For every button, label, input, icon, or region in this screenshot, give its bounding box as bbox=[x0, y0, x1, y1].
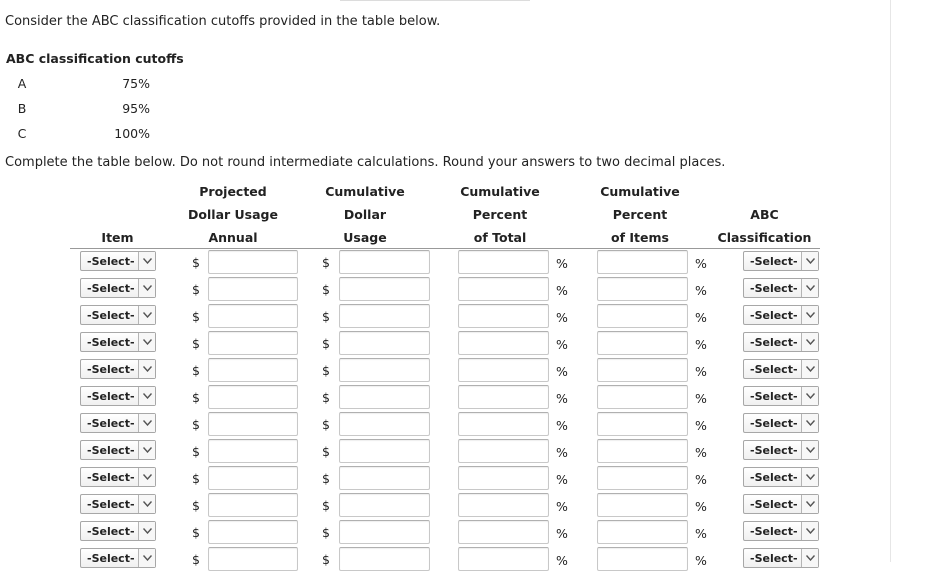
percent-sign: % bbox=[695, 391, 707, 406]
dollar-sign: $ bbox=[322, 282, 330, 297]
cutoff-class: C bbox=[17, 126, 27, 141]
dollar-sign: $ bbox=[322, 525, 330, 540]
cutoff-value: 75% bbox=[122, 76, 150, 91]
dollar-sign: $ bbox=[322, 444, 330, 459]
cumulative-percent-items-input[interactable] bbox=[597, 547, 688, 571]
classification-select-value: -Select- bbox=[750, 282, 798, 295]
cumulative-percent-items-input[interactable] bbox=[597, 304, 688, 328]
dollar-sign: $ bbox=[192, 309, 200, 324]
chevron-down-icon[interactable] bbox=[801, 306, 818, 324]
classification-select[interactable] bbox=[743, 413, 819, 433]
header-cumulative-percent-total bbox=[450, 180, 550, 249]
chevron-down-icon[interactable] bbox=[801, 360, 818, 378]
header-divider bbox=[70, 248, 820, 249]
item-select[interactable] bbox=[80, 251, 156, 271]
chevron-down-icon[interactable] bbox=[138, 333, 155, 351]
chevron-down-icon[interactable] bbox=[138, 306, 155, 324]
item-select[interactable] bbox=[80, 359, 156, 379]
dollar-sign: $ bbox=[192, 336, 200, 351]
header-line: Dollar Usage bbox=[188, 207, 278, 222]
header-line: of Total bbox=[473, 230, 527, 245]
classification-select-value: -Select- bbox=[750, 309, 798, 322]
dollar-sign: $ bbox=[192, 363, 200, 378]
chevron-down-icon[interactable] bbox=[138, 279, 155, 297]
header-line: Annual bbox=[208, 230, 258, 245]
classification-select[interactable] bbox=[743, 332, 819, 352]
classification-select[interactable] bbox=[743, 494, 819, 514]
dollar-sign: $ bbox=[192, 552, 200, 567]
annual-usage-input[interactable] bbox=[208, 493, 298, 517]
percent-sign: % bbox=[556, 418, 568, 433]
header-line: Percent bbox=[472, 207, 528, 222]
chevron-down-icon[interactable] bbox=[138, 468, 155, 486]
dollar-sign: $ bbox=[322, 417, 330, 432]
annual-usage-input[interactable] bbox=[208, 466, 298, 490]
percent-sign: % bbox=[695, 256, 707, 271]
dollar-sign: $ bbox=[322, 363, 330, 378]
classification-select[interactable] bbox=[743, 467, 819, 487]
cumulative-percent-items-input[interactable] bbox=[597, 331, 688, 355]
percent-sign: % bbox=[556, 283, 568, 298]
percent-sign: % bbox=[556, 472, 568, 487]
annual-usage-input[interactable] bbox=[208, 250, 298, 274]
percent-sign: % bbox=[695, 337, 707, 352]
cumulative-percent-items-input[interactable] bbox=[597, 439, 688, 463]
item-select[interactable] bbox=[80, 305, 156, 325]
annual-usage-input[interactable] bbox=[208, 520, 298, 544]
cutoff-class: B bbox=[17, 101, 27, 116]
cutoff-class: A bbox=[17, 76, 27, 91]
classification-select-value: -Select- bbox=[750, 336, 798, 349]
header-line: ABC bbox=[750, 207, 779, 222]
item-select-value: -Select- bbox=[87, 255, 135, 268]
item-select-value: -Select- bbox=[87, 525, 135, 538]
table-row bbox=[0, 331, 934, 358]
item-select-value: -Select- bbox=[87, 390, 135, 403]
item-select[interactable] bbox=[80, 440, 156, 460]
header-line: Cumulative bbox=[600, 184, 680, 199]
classification-select[interactable] bbox=[743, 305, 819, 325]
cumulative-percent-total-input[interactable] bbox=[458, 304, 549, 328]
cumulative-percent-total-input[interactable] bbox=[458, 358, 549, 382]
dollar-sign: $ bbox=[192, 498, 200, 513]
chevron-down-icon[interactable] bbox=[801, 414, 818, 432]
dollar-sign: $ bbox=[192, 417, 200, 432]
annual-usage-input[interactable] bbox=[208, 385, 298, 409]
cumulative-percent-total-input[interactable] bbox=[458, 331, 549, 355]
cumulative-dollar-input[interactable] bbox=[339, 520, 430, 544]
cumulative-dollar-input[interactable] bbox=[339, 304, 430, 328]
classification-select-value: -Select- bbox=[750, 417, 798, 430]
table-row bbox=[0, 493, 934, 520]
header-abc-classification bbox=[712, 203, 817, 249]
percent-sign: % bbox=[556, 553, 568, 568]
chevron-down-icon[interactable] bbox=[801, 387, 818, 405]
chevron-down-icon[interactable] bbox=[138, 360, 155, 378]
classification-select-value: -Select- bbox=[750, 525, 798, 538]
item-select[interactable] bbox=[80, 467, 156, 487]
item-select-value: -Select- bbox=[87, 552, 135, 565]
annual-usage-input[interactable] bbox=[208, 277, 298, 301]
item-select[interactable] bbox=[80, 521, 156, 541]
chevron-down-icon[interactable] bbox=[138, 252, 155, 270]
table-row bbox=[0, 520, 934, 547]
chevron-down-icon[interactable] bbox=[138, 549, 155, 567]
dollar-sign: $ bbox=[322, 498, 330, 513]
chevron-down-icon[interactable] bbox=[801, 333, 818, 351]
item-select[interactable] bbox=[80, 386, 156, 406]
annual-usage-input[interactable] bbox=[208, 412, 298, 436]
classification-select-value: -Select- bbox=[750, 552, 798, 565]
item-select[interactable] bbox=[80, 494, 156, 514]
item-select-value: -Select- bbox=[87, 471, 135, 484]
percent-sign: % bbox=[695, 310, 707, 325]
cumulative-percent-total-input[interactable] bbox=[458, 250, 549, 274]
chevron-down-icon[interactable] bbox=[801, 279, 818, 297]
cutoff-value: 95% bbox=[122, 101, 150, 116]
cumulative-percent-total-input[interactable] bbox=[458, 547, 549, 571]
cumulative-percent-items-input[interactable] bbox=[597, 385, 688, 409]
chevron-down-icon[interactable] bbox=[138, 522, 155, 540]
table-row bbox=[0, 250, 934, 277]
header-line: Percent bbox=[612, 207, 668, 222]
classification-select-value: -Select- bbox=[750, 390, 798, 403]
item-select[interactable] bbox=[80, 548, 156, 568]
percent-sign: % bbox=[556, 364, 568, 379]
cumulative-percent-total-input[interactable] bbox=[458, 466, 549, 490]
dollar-sign: $ bbox=[192, 444, 200, 459]
header-line: Cumulative bbox=[460, 184, 540, 199]
annual-usage-input[interactable] bbox=[208, 304, 298, 328]
cumulative-percent-total-input[interactable] bbox=[458, 412, 549, 436]
percent-sign: % bbox=[556, 337, 568, 352]
cumulative-dollar-input[interactable] bbox=[339, 547, 430, 571]
cumulative-percent-total-input[interactable] bbox=[458, 520, 549, 544]
chevron-down-icon[interactable] bbox=[138, 414, 155, 432]
table-row bbox=[0, 466, 934, 493]
percent-sign: % bbox=[695, 472, 707, 487]
classification-select[interactable] bbox=[743, 440, 819, 460]
annual-usage-input[interactable] bbox=[208, 358, 298, 382]
classification-select[interactable] bbox=[743, 251, 819, 271]
table-row bbox=[0, 439, 934, 466]
cumulative-percent-total-input[interactable] bbox=[458, 385, 549, 409]
classification-select-value: -Select- bbox=[750, 255, 798, 268]
classification-select[interactable] bbox=[743, 521, 819, 541]
header-line: Item bbox=[101, 230, 134, 245]
item-select-value: -Select- bbox=[87, 309, 135, 322]
item-select-value: -Select- bbox=[87, 363, 135, 376]
cutoff-value: 100% bbox=[114, 126, 150, 141]
percent-sign: % bbox=[556, 526, 568, 541]
classification-select-value: -Select- bbox=[750, 471, 798, 484]
header-line: Cumulative bbox=[325, 184, 405, 199]
cumulative-dollar-input[interactable] bbox=[339, 385, 430, 409]
cumulative-percent-items-input[interactable] bbox=[597, 520, 688, 544]
percent-sign: % bbox=[695, 445, 707, 460]
percent-sign: % bbox=[556, 256, 568, 271]
item-select[interactable] bbox=[80, 278, 156, 298]
chevron-down-icon[interactable] bbox=[138, 495, 155, 513]
cumulative-dollar-input[interactable] bbox=[339, 250, 430, 274]
dollar-sign: $ bbox=[322, 471, 330, 486]
cumulative-dollar-input[interactable] bbox=[339, 331, 430, 355]
classification-select[interactable] bbox=[743, 359, 819, 379]
item-select-value: -Select- bbox=[87, 282, 135, 295]
header-cumulative-dollar bbox=[315, 180, 415, 249]
chevron-down-icon[interactable] bbox=[801, 549, 818, 567]
percent-sign: % bbox=[556, 310, 568, 325]
chevron-down-icon[interactable] bbox=[138, 441, 155, 459]
cumulative-dollar-input[interactable] bbox=[339, 277, 430, 301]
table-row bbox=[0, 385, 934, 412]
dollar-sign: $ bbox=[322, 552, 330, 567]
cumulative-percent-items-input[interactable] bbox=[597, 358, 688, 382]
classification-select-value: -Select- bbox=[750, 498, 798, 511]
header-annual bbox=[178, 180, 288, 249]
percent-sign: % bbox=[695, 499, 707, 514]
dollar-sign: $ bbox=[322, 336, 330, 351]
dollar-sign: $ bbox=[192, 255, 200, 270]
chevron-down-icon[interactable] bbox=[801, 252, 818, 270]
top-edge-mark bbox=[340, 0, 530, 1]
annual-usage-input[interactable] bbox=[208, 331, 298, 355]
header-line: Usage bbox=[343, 230, 387, 245]
classification-select[interactable] bbox=[743, 548, 819, 568]
dollar-sign: $ bbox=[322, 309, 330, 324]
cutoffs-title: ABC classification cutoffs bbox=[6, 51, 184, 66]
cumulative-dollar-input[interactable] bbox=[339, 412, 430, 436]
cumulative-percent-items-input[interactable] bbox=[597, 466, 688, 490]
header-line: Classification bbox=[717, 230, 812, 245]
chevron-down-icon[interactable] bbox=[138, 387, 155, 405]
cumulative-percent-total-input[interactable] bbox=[458, 439, 549, 463]
annual-usage-input[interactable] bbox=[208, 547, 298, 571]
item-select-value: -Select- bbox=[87, 444, 135, 457]
classification-select[interactable] bbox=[743, 278, 819, 298]
cumulative-percent-items-input[interactable] bbox=[597, 250, 688, 274]
percent-sign: % bbox=[695, 364, 707, 379]
classification-select-value: -Select- bbox=[750, 444, 798, 457]
percent-sign: % bbox=[695, 526, 707, 541]
table-row bbox=[0, 547, 934, 574]
intro-text: Consider the ABC classification cutoffs provided in the table below. bbox=[5, 14, 441, 29]
header-item bbox=[80, 226, 155, 249]
dollar-sign: $ bbox=[322, 255, 330, 270]
chevron-down-icon[interactable] bbox=[801, 495, 818, 513]
cumulative-percent-total-input[interactable] bbox=[458, 277, 549, 301]
annual-usage-input[interactable] bbox=[208, 439, 298, 463]
table-row bbox=[0, 412, 934, 439]
dollar-sign: $ bbox=[192, 390, 200, 405]
dollar-sign: $ bbox=[192, 282, 200, 297]
header-line: Dollar bbox=[343, 207, 387, 222]
item-select[interactable] bbox=[80, 332, 156, 352]
chevron-down-icon[interactable] bbox=[801, 468, 818, 486]
table-row bbox=[0, 277, 934, 304]
cumulative-percent-items-input[interactable] bbox=[597, 277, 688, 301]
item-select-value: -Select- bbox=[87, 498, 135, 511]
item-select-value: -Select- bbox=[87, 417, 135, 430]
cumulative-dollar-input[interactable] bbox=[339, 439, 430, 463]
instructions-text: Complete the table below. Do not round intermediate calculations. Round your answers to two decimal places. bbox=[5, 155, 726, 170]
dollar-sign: $ bbox=[192, 471, 200, 486]
percent-sign: % bbox=[556, 445, 568, 460]
item-select[interactable] bbox=[80, 413, 156, 433]
dollar-sign: $ bbox=[192, 525, 200, 540]
table-row bbox=[0, 304, 934, 331]
classification-select-value: -Select- bbox=[750, 363, 798, 376]
cumulative-dollar-input[interactable] bbox=[339, 358, 430, 382]
dollar-sign: $ bbox=[322, 390, 330, 405]
percent-sign: % bbox=[556, 391, 568, 406]
percent-sign: % bbox=[556, 499, 568, 514]
chevron-down-icon[interactable] bbox=[801, 441, 818, 459]
header-line: Projected bbox=[199, 184, 267, 199]
chevron-down-icon[interactable] bbox=[801, 522, 818, 540]
cumulative-dollar-input[interactable] bbox=[339, 466, 430, 490]
cumulative-percent-items-input[interactable] bbox=[597, 493, 688, 517]
classification-select[interactable] bbox=[743, 386, 819, 406]
cumulative-percent-total-input[interactable] bbox=[458, 493, 549, 517]
cumulative-percent-items-input[interactable] bbox=[597, 412, 688, 436]
percent-sign: % bbox=[695, 283, 707, 298]
percent-sign: % bbox=[695, 553, 707, 568]
item-select-value: -Select- bbox=[87, 336, 135, 349]
table-row bbox=[0, 358, 934, 385]
percent-sign: % bbox=[695, 418, 707, 433]
header-line: of Items bbox=[611, 230, 669, 245]
cumulative-dollar-input[interactable] bbox=[339, 493, 430, 517]
header-cumulative-percent-items bbox=[590, 180, 690, 249]
